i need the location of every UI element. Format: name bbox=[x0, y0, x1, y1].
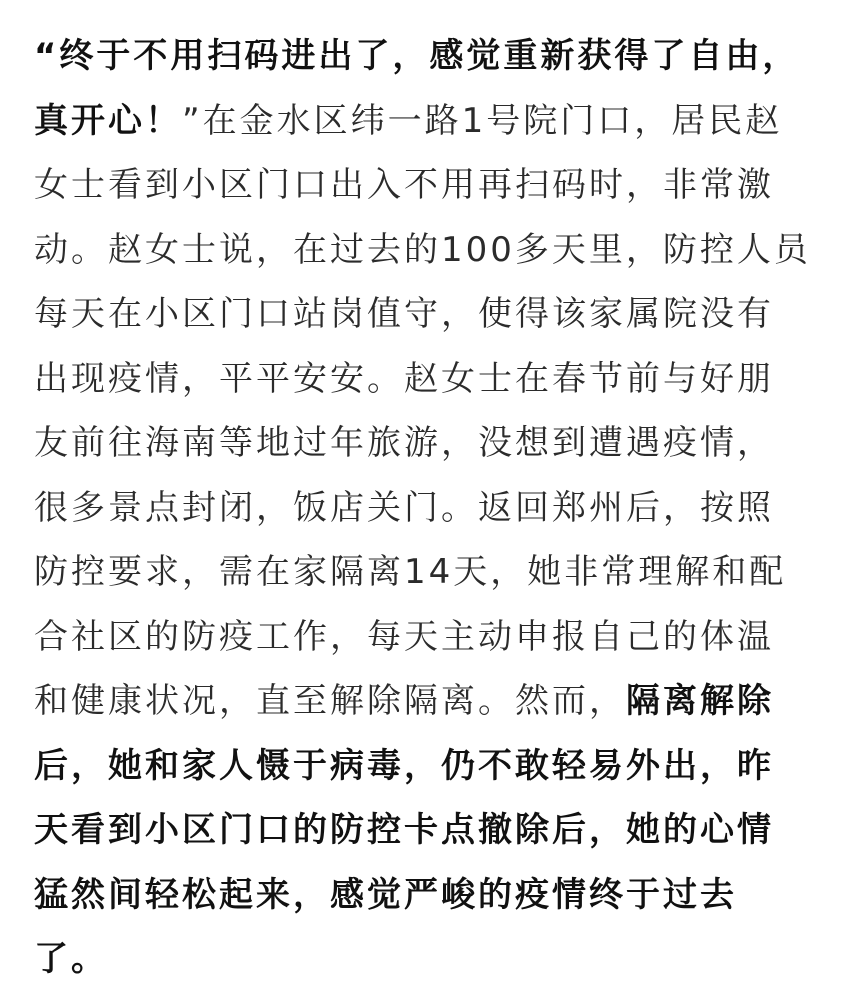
text-line bbox=[34, 153, 831, 218]
text-run: 很多景点封闭，饭店关门。返回郑州后，按照 bbox=[34, 487, 774, 528]
text-run: 后，她和家人慑于病毒，仍不敢轻易外出，昨 bbox=[34, 745, 774, 786]
text-run: 每天在小区门口站岗值守，使得该家属院没有 bbox=[34, 294, 774, 334]
text-run: 和健康状况，直至解除隔离。然而， bbox=[34, 681, 626, 721]
text-line bbox=[34, 734, 831, 799]
text-line bbox=[34, 540, 831, 605]
text-run: 出现疫情，平平安安。赵女士在春节前与好朋 bbox=[34, 358, 774, 399]
text-run: “终于不用扫码进出了，感觉重新获得了自由， bbox=[34, 36, 800, 76]
text-run: 天看到小区门口的防控卡点撤除后，她的心情 bbox=[34, 810, 774, 850]
text-line bbox=[34, 218, 831, 283]
text-line bbox=[34, 798, 831, 863]
text-run: 合社区的防疫工作，每天主动申报自己的体温 bbox=[34, 616, 774, 657]
text-line bbox=[34, 863, 831, 928]
text-line bbox=[34, 927, 831, 992]
text-run: 女士看到小区门口出入不用再扫码时，非常激 bbox=[34, 165, 774, 205]
text-line bbox=[34, 669, 831, 734]
text-run: 防控要求，需在家隔离14天，她非常理解和配 bbox=[34, 552, 787, 592]
text-line bbox=[34, 411, 831, 476]
text-line bbox=[34, 605, 831, 670]
text-run: 动。赵女士说，在过去的100多天里，防控人员 bbox=[34, 229, 811, 270]
text-line bbox=[34, 24, 831, 89]
text-run: 猛然间轻松起来，感觉严峻的疫情终于过去 bbox=[34, 874, 737, 915]
text-run: ”在金水区纬一路1号院门口，居民赵 bbox=[182, 100, 783, 141]
text-line bbox=[34, 89, 831, 154]
text-line bbox=[34, 282, 831, 347]
text-run: 真开心！ bbox=[34, 100, 182, 141]
text-run: 隔离解除 bbox=[626, 681, 774, 721]
text-run: 了。 bbox=[34, 939, 108, 979]
text-line bbox=[34, 476, 831, 541]
text-line bbox=[34, 347, 831, 412]
text-run: 友前往海南等地过年旅游，没想到遭遇疫情， bbox=[34, 423, 774, 463]
